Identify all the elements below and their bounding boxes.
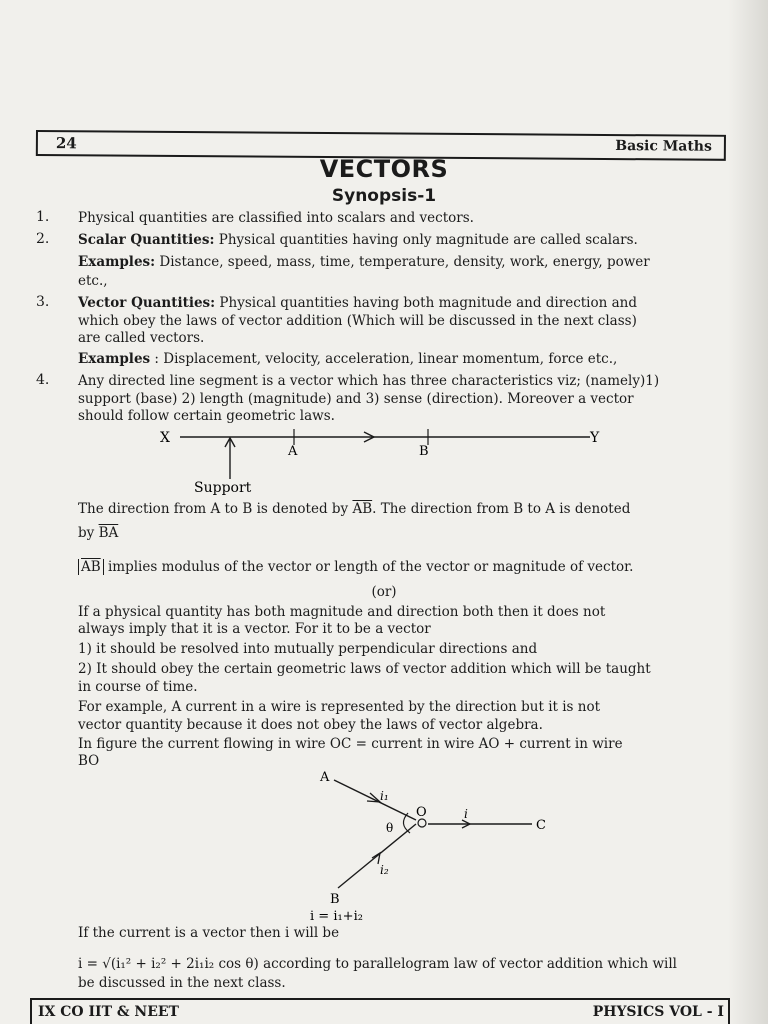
item-number-4: 4. [36,372,50,388]
direction-by: by [78,525,99,541]
vector-line-figure [150,425,630,500]
label-fig-c: C [536,818,546,833]
label-fig-o: O [416,805,427,820]
vector-definition-line-3: are called vectors. [78,330,205,346]
direction-line-2 [78,524,118,542]
vector-definition: Physical quantities having both magnitude and direction and [215,295,637,311]
vector-definition-line-2: which obey the laws of vector addition (Which will be discussed in the next class) [78,313,637,329]
modulus-line [78,558,633,576]
paragraph-line-5: in course of time. [78,679,198,695]
paragraph-line-3: 1) it should be resolved into mutually perpendicular directions and [78,641,538,657]
page-edge-shadow [728,0,768,1024]
label-y: Y [590,430,600,446]
vector-examples-label: Examples [78,351,151,367]
current-equation: i = i₁+i₂ [310,909,363,924]
item-text-2 [78,231,638,249]
label-fig-b: B [330,892,340,907]
label-i2: i₂ [380,863,389,877]
resultant-formula: i = √(i₁² + i₂² + 2i₁i₂ cos θ) [78,956,259,972]
label-fig-a: A [320,770,330,785]
scalar-examples-label: Examples: [78,254,156,270]
label-support: Support [194,480,252,496]
scalar-examples-line [78,253,650,271]
current-junction-figure [300,768,570,928]
vector-label: Vector Quantities: [78,295,216,311]
direction-text-1: The direction from A to B is denoted by [78,501,353,517]
page-number: 24 [55,134,77,153]
page-footer [30,998,730,1024]
paragraph-line-7: vector quantity because it does not obey the laws of vector algebra. [78,717,543,733]
vector-examples-line [78,350,617,368]
scalar-examples-line-2: etc., [78,273,108,289]
wire-ao [334,780,416,820]
item-text-3 [78,294,637,312]
label-x: X [160,430,170,446]
modulus-ab: $\overline{AB}$ [78,559,104,575]
paragraph-line-6: For example, A current in a wire is represented by the direction but it is not [78,699,601,715]
label-theta: θ [386,821,394,835]
label-i1: i₁ [380,789,389,803]
closing-text-2: according to parallelogram law of vector addition which will [258,956,678,972]
page-subtitle: Synopsis-1 [331,186,437,206]
paragraph-line-2: always imply that it is a vector. For it to be a vector [78,621,431,637]
closing-line-3: be discussed in the next class. [78,975,286,991]
direction-text-2: . The direction from B to A is denoted [372,501,631,517]
paragraph-line-9: BO [78,753,100,769]
item-number-1: 1. [36,209,50,225]
footer-course: IX CO IIT & NEET [38,1004,179,1020]
page-title: VECTORS [319,155,449,183]
item-text-4-line-3: should follow certain geometric laws. [78,408,335,424]
or-separator: (or) [371,584,397,600]
closing-line-1: If the current is a vector then i will be [78,925,340,941]
item-text-4: Any directed line segment is a vector which has three characteristics viz; (namely)1) [78,373,660,389]
item-number-3: 3. [36,294,50,310]
vector-ab: $\overline{AB}$ [352,501,373,517]
item-text-4-line-2: support (base) 2) length (magnitude) and 3) sense (direction). Moreover a vector [78,391,634,407]
vector-examples-text: : Displacement, velocity, acceleration, linear momentum, force etc., [150,351,618,367]
item-number-2: 2. [36,231,50,247]
paragraph-line-8: In figure the current flowing in wire OC = current in wire AO + current in wire [78,736,623,752]
scalar-examples-text: Distance, speed, mass, time, temperature, density, work, energy, power [155,254,650,270]
scalar-definition: Physical quantities having only magnitude are called scalars. [214,232,638,248]
item-text-1: Physical quantities are classified into scalars and vectors. [78,210,474,226]
wire-bo [338,824,416,888]
paragraph-line-4: 2) It should obey the certain geometric laws of vector addition which will be taught [78,661,651,677]
chapter-name: Basic Maths [615,138,712,155]
label-i: i [464,807,468,821]
direction-line [78,500,630,518]
footer-volume: PHYSICS VOL - I [592,1004,724,1020]
modulus-text: implies modulus of the vector or length of the vector or magnitude of vector. [103,559,634,575]
closing-line-2 [78,955,677,973]
paragraph-line-1: If a physical quantity has both magnitude and direction both then it does not [78,604,606,620]
scalar-label: Scalar Quantities: [78,232,215,248]
vector-ba: $\overline{BA}$ [98,525,119,541]
label-b: B [419,444,429,459]
label-a: A [288,444,298,459]
junction-o [418,819,426,827]
